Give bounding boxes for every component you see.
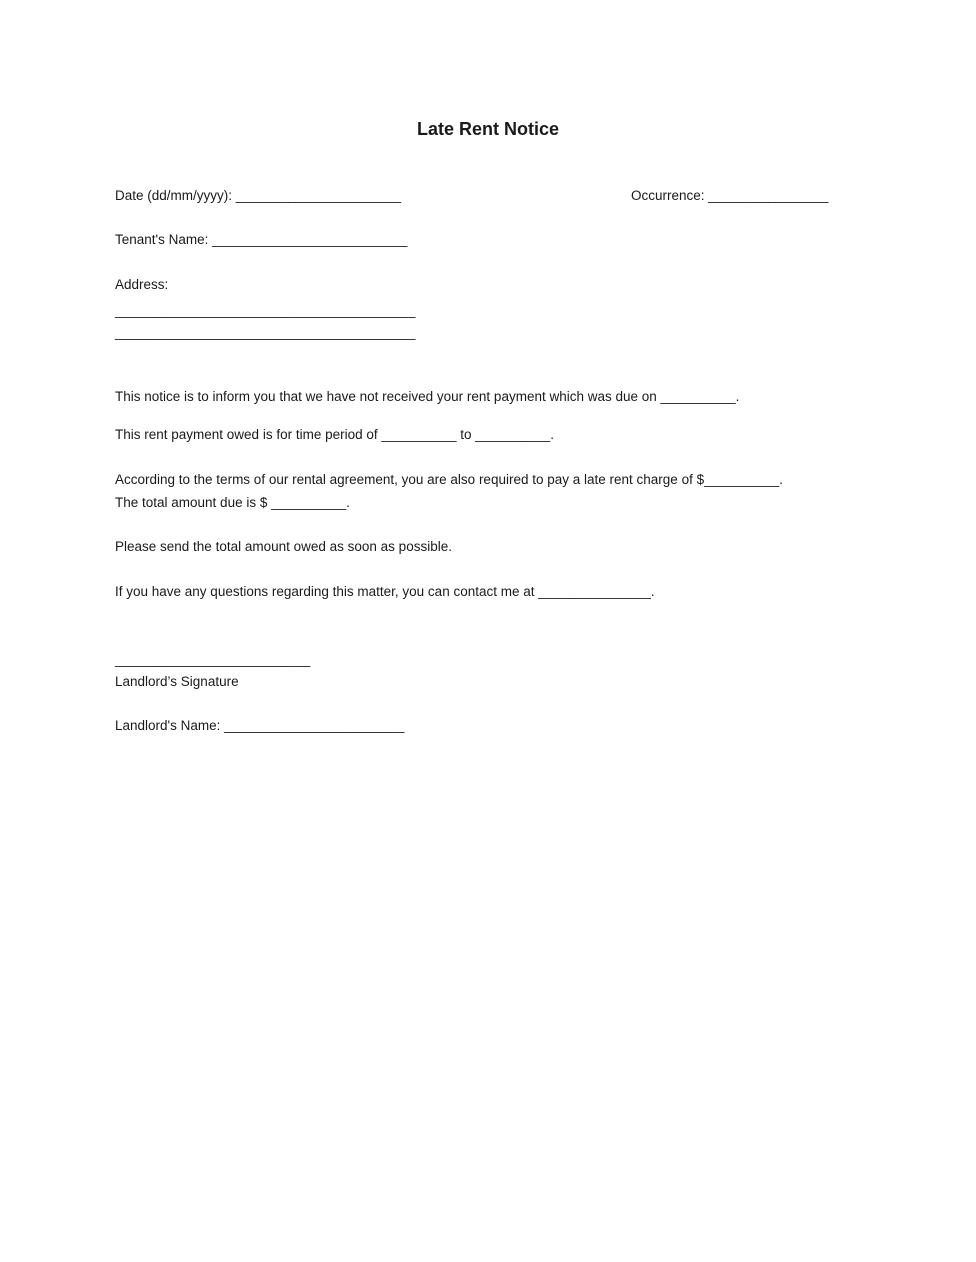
total-due-line: The total amount due is $ __________.: [115, 495, 350, 510]
occurrence-field: Occurrence: ________________: [631, 188, 829, 203]
late-charge-line: According to the terms of our rental agreement, you are also required to pay a late rent charge of $__________.: [115, 472, 783, 487]
landlord-name-field: Landlord's Name: ________________________: [115, 718, 405, 733]
date-field: Date (dd/mm/yyyy): ______________________: [115, 188, 401, 203]
time-period-paragraph: This rent payment owed is for time period of __________ to __________.: [115, 427, 555, 442]
address-line-1: ________________________________________: [115, 303, 416, 318]
tenant-name-field: Tenant's Name: __________________________: [115, 232, 408, 247]
payment-request-paragraph: Please send the total amount owed as soon as possible.: [115, 539, 452, 554]
signature-line: __________________________: [115, 652, 311, 667]
notice-paragraph: This notice is to inform you that we have not received your rent payment which was due on __________.: [115, 389, 740, 404]
address-line-2: ________________________________________: [115, 325, 416, 340]
contact-paragraph: If you have any questions regarding this matter, you can contact me at _______________.: [115, 584, 655, 599]
address-label: Address:: [115, 277, 169, 292]
document-title: Late Rent Notice: [416, 119, 560, 139]
signature-label: Landlord’s Signature: [115, 674, 239, 689]
